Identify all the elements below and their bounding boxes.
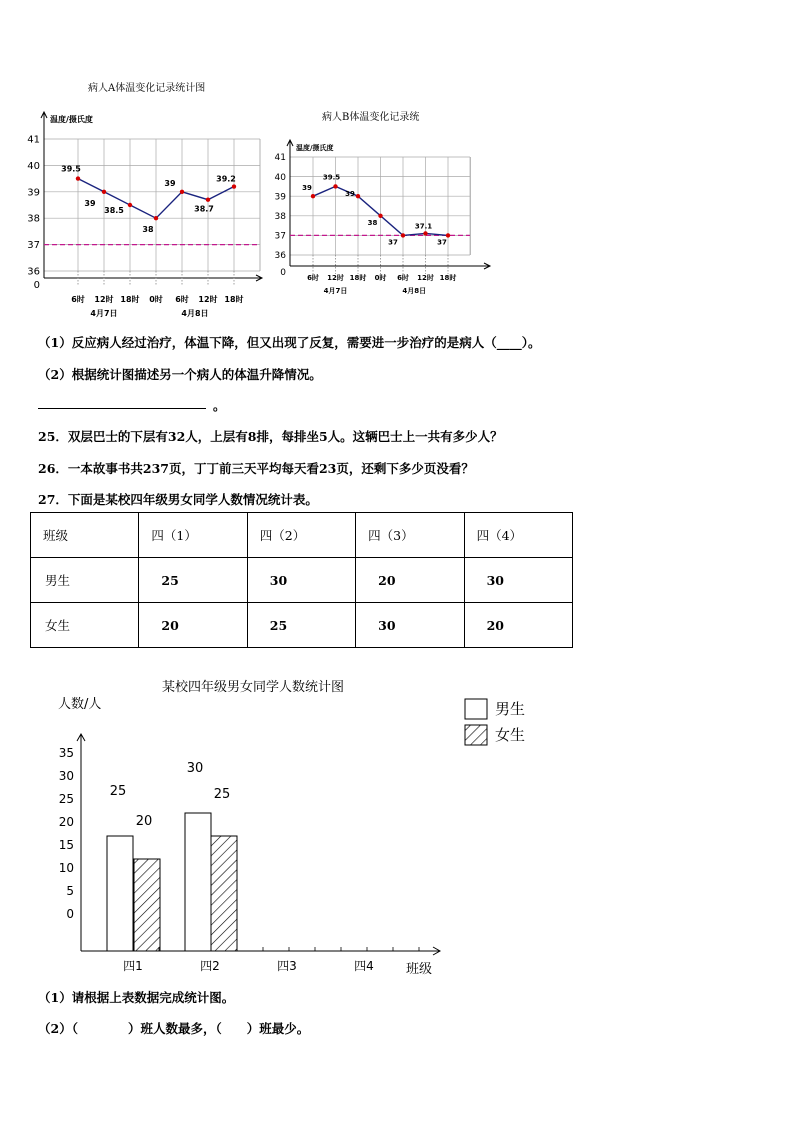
chart-a-title: 病人A体温变化记录统计图 — [88, 83, 206, 94]
chart-b — [274, 138, 496, 298]
table-cell: 四（4） — [464, 513, 572, 558]
data-label: 39.5 — [322, 173, 341, 182]
y-tick-label: 0 — [66, 907, 74, 921]
data-point — [180, 190, 184, 194]
table-cell: 25 — [247, 603, 355, 648]
origin-label: 0 — [280, 268, 286, 278]
date-label: 4月7日 — [90, 309, 118, 318]
x-tick-label: 0时 — [149, 295, 163, 304]
y-tick-label: 37 — [274, 231, 286, 242]
x-tick-label: 6时 — [307, 274, 319, 282]
table-cell: 20 — [139, 603, 247, 648]
bar-boys — [185, 813, 211, 951]
x-tick-label: 四4 — [354, 959, 374, 973]
bar-value-label: 25 — [213, 787, 231, 802]
bar-chart-title: 某校四年级男女同学人数统计图 — [162, 680, 345, 695]
bar-boys — [107, 836, 133, 951]
data-point — [446, 233, 450, 237]
data-label: 39 — [84, 198, 96, 208]
x-tick-label: 四3 — [277, 959, 297, 973]
question-27: 27．下面是某校四年级男女同学人数情况统计表。 — [38, 492, 318, 507]
bar-value-label: 20 — [135, 814, 153, 829]
x-tick-label: 12时 — [417, 274, 434, 282]
table-cell: 30 — [464, 558, 572, 603]
y-tick-label: 38 — [274, 211, 286, 222]
y-tick-label: 25 — [58, 792, 74, 806]
data-point — [423, 231, 427, 235]
table-cell: 30 — [247, 558, 355, 603]
origin-label: 0 — [33, 280, 40, 291]
data-label: 37 — [388, 238, 398, 247]
y-tick-label: 35 — [58, 746, 74, 760]
y-tick-label: 38 — [27, 213, 40, 225]
bar-girls — [134, 859, 160, 951]
bar-chart — [30, 690, 550, 985]
y-axis-label: 人数/人 — [58, 697, 102, 712]
x-tick-label: 6时 — [397, 274, 409, 282]
bar-value-label: 30 — [186, 761, 204, 776]
stats-table — [30, 512, 573, 648]
y-tick-label: 5 — [66, 884, 74, 898]
bar-value-label: 25 — [109, 784, 127, 799]
data-label: 38 — [367, 218, 378, 227]
question-26: 26．一本故事书共237页，丁丁前三天平均每天看23页，还剩下多少页没看？ — [38, 461, 474, 476]
x-tick-label: 12时 — [198, 295, 218, 304]
y-tick-label: 15 — [58, 838, 74, 852]
data-point — [76, 176, 80, 180]
data-point — [401, 233, 405, 237]
x-tick-label: 6时 — [175, 295, 189, 304]
data-point — [311, 194, 315, 198]
bar-girls — [211, 836, 237, 951]
data-label: 39 — [345, 190, 355, 199]
data-label: 37 — [437, 238, 447, 247]
question-24-1: （1）反应病人经过治疗，体温下降，但又出现了反复，需要进一步治疗的是病人（____）。 — [38, 335, 541, 350]
data-label: 38.7 — [194, 204, 214, 214]
y-tick-label: 39 — [274, 192, 286, 203]
y-tick-label: 20 — [58, 815, 74, 829]
table-cell: 女生 — [31, 603, 139, 648]
legend-label: 女生 — [495, 726, 526, 744]
data-label: 37.1 — [414, 222, 433, 231]
data-label: 39.5 — [61, 164, 81, 174]
question-27-2: （2）（ ）班人数最多，（ ）班最少。 — [38, 1021, 310, 1036]
answer-line-end: 。 — [213, 398, 226, 413]
data-point — [232, 184, 236, 188]
question-25: 25．双层巴士的下层有32人，上层有8排，每排坐5人。这辆巴士上一共有多少人？ — [38, 429, 503, 444]
date-label: 4月7日 — [323, 287, 348, 295]
table-cell: 30 — [356, 603, 464, 648]
x-tick-label: 四1 — [123, 959, 143, 973]
data-point — [128, 203, 132, 207]
y-tick-label: 10 — [58, 861, 74, 875]
data-point — [356, 194, 360, 198]
table-header-row — [31, 513, 573, 558]
data-label: 38 — [142, 225, 154, 235]
x-tick-label: 18时 — [349, 274, 367, 282]
x-tick-label: 6时 — [71, 295, 85, 304]
data-point — [206, 198, 210, 202]
table-cell: 班级 — [31, 513, 139, 558]
table-cell: 25 — [139, 558, 247, 603]
y-axis-label: 温度/摄氏度 — [50, 115, 93, 124]
legend-swatch-girls — [465, 725, 487, 745]
data-point — [378, 214, 382, 218]
y-tick-label: 37 — [27, 240, 40, 252]
data-label: 39.2 — [216, 174, 236, 184]
table-cell: 四（2） — [247, 513, 355, 558]
x-tick-label: 18时 — [224, 295, 244, 304]
legend-swatch-boys — [465, 699, 487, 719]
date-label: 4月8日 — [181, 309, 209, 318]
x-tick-label: 12时 — [327, 274, 344, 282]
legend-label: 男生 — [495, 700, 526, 718]
chart-b-title: 病人B体温变化记录统 — [322, 112, 420, 123]
y-tick-label: 41 — [27, 134, 40, 146]
data-label: 39 — [164, 178, 176, 188]
x-tick-label: 四2 — [200, 959, 220, 973]
x-axis-label: 班级 — [406, 962, 433, 977]
data-point — [154, 216, 158, 220]
y-axis-label: 温度/摄氏度 — [296, 144, 334, 152]
y-tick-label: 41 — [274, 153, 286, 164]
table-cell: 四（1） — [139, 513, 247, 558]
y-tick-label: 39 — [27, 187, 40, 199]
y-tick-label: 40 — [274, 172, 286, 183]
y-tick-label: 30 — [58, 769, 74, 783]
x-tick-label: 18时 — [439, 274, 457, 282]
table-cell: 四（3） — [356, 513, 464, 558]
data-label: 39 — [302, 184, 312, 193]
x-tick-label: 18时 — [120, 295, 140, 304]
y-tick-label: 36 — [27, 266, 40, 278]
data-point — [102, 190, 106, 194]
question-24-2: （2）根据统计图描述另一个病人的体温升降情况。 — [38, 367, 322, 382]
chart-a — [27, 108, 280, 323]
table-row — [31, 558, 573, 603]
table-cell: 20 — [356, 558, 464, 603]
y-tick-label: 40 — [27, 160, 40, 172]
question-27-1: （1）请根据上表数据完成统计图。 — [38, 990, 235, 1005]
date-label: 4月8日 — [402, 287, 427, 295]
data-label: 38.5 — [104, 206, 124, 215]
table-cell: 男生 — [31, 558, 139, 603]
y-tick-label: 36 — [274, 251, 286, 262]
table-row — [31, 603, 573, 648]
table-cell: 20 — [464, 603, 572, 648]
answer-blank-line[interactable] — [38, 408, 206, 409]
data-point — [333, 184, 337, 188]
x-tick-label: 0时 — [374, 274, 387, 282]
x-tick-label: 12时 — [94, 295, 114, 304]
